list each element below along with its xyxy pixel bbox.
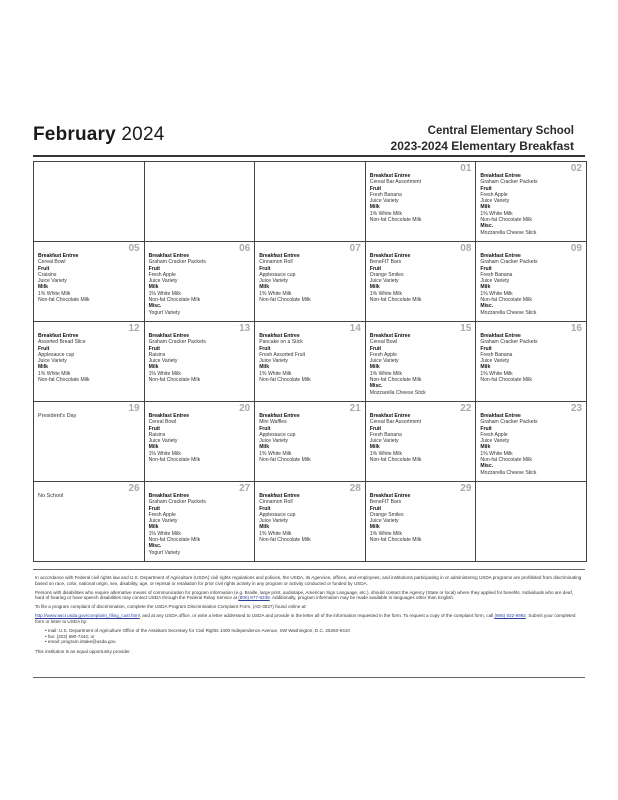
month-name: February (33, 124, 116, 145)
menu-category: Milk (480, 284, 491, 291)
complaint-paragraph: To file a program complaint of discrimination, complete the USDA Program Discrimination Complaint Form, (AD-3027) found online at: (35, 604, 307, 610)
menu-item: 1% White Milk (259, 370, 292, 377)
day-number: 15 (460, 323, 472, 334)
menu-item: Cereal Bowl (148, 419, 177, 426)
day-number: 16 (570, 323, 582, 334)
day-menu (370, 253, 473, 303)
menu-category: Breakfast Entree (369, 253, 411, 259)
menu-item: Non-fat Chocolate Milk (259, 537, 311, 544)
menu-item: Non-fat Chocolate Milk (148, 297, 201, 304)
menu-item: Juice Variety (259, 358, 288, 365)
menu-item: Non-fat Chocolate Milk (148, 457, 201, 464)
menu-item: BeneFIT Bars (369, 259, 402, 266)
complaint-url-link[interactable]: http://www.ascr.usda.gov/complaint_filing_cust.html (35, 613, 140, 619)
menu-category: Fruit (259, 505, 271, 512)
menu-category: Fruit (259, 345, 271, 352)
menu-item: Assorted Bread Slice (38, 339, 86, 346)
day-menu (259, 333, 362, 383)
menu-item: 1% White Milk (369, 370, 403, 377)
calendar-day-cell (476, 162, 587, 242)
menu-category: Breakfast Entree (38, 253, 79, 259)
day-menu (370, 333, 473, 396)
calendar-day-cell (145, 242, 256, 322)
calendar-day-cell (255, 162, 366, 242)
calendar-day-cell (366, 242, 477, 322)
menu-category: Breakfast Entree (480, 173, 521, 179)
day-number: 07 (349, 243, 361, 254)
menu-item: 1% White Milk (480, 290, 513, 297)
day-number: 26 (128, 483, 140, 494)
menu-item: Applesauce cup (259, 271, 296, 278)
menu-category: Fruit (259, 265, 271, 272)
menu-category: Fruit (148, 345, 160, 352)
menu-item: Non-fat Chocolate Milk (148, 537, 201, 544)
menu-item: 1% White Milk (38, 370, 71, 377)
calendar-grid (33, 161, 587, 562)
calendar-day-cell (366, 482, 477, 562)
menu-item: Mozzarella Cheese Stick (480, 469, 537, 476)
day-menu (370, 413, 473, 463)
day-menu (259, 493, 362, 543)
menu-item: Mozzarella Cheese Stick (369, 389, 426, 396)
menu-category: Breakfast Entree (369, 413, 411, 419)
menu-category: Milk (38, 284, 48, 291)
menu-item: Juice Variety (369, 278, 399, 285)
menu-item: Fresh Apple (148, 271, 176, 278)
menu-category: Milk (480, 204, 491, 211)
day-number: 21 (349, 403, 361, 414)
day-menu (370, 173, 473, 223)
menu-item: Juice Variety (369, 518, 399, 525)
menu-category: Milk (148, 524, 159, 531)
calendar-day-cell (145, 482, 256, 562)
menu-item: Fresh Banana (480, 351, 513, 358)
day-number: 05 (128, 243, 140, 254)
menu-item: Non-fat Chocolate Milk (480, 297, 532, 304)
menu-item: Fresh Apple (148, 511, 176, 518)
calendar-day-cell (34, 402, 145, 482)
menu-item: Juice Variety (369, 438, 399, 445)
menu-item: Juice Variety (148, 278, 178, 285)
menu-category: Breakfast Entree (369, 493, 411, 499)
menu-category: Breakfast Entree (259, 253, 300, 259)
footer-divider-bottom (33, 677, 585, 678)
calendar-day-cell (34, 162, 145, 242)
day-number: 23 (570, 403, 582, 414)
day-number: 22 (460, 403, 472, 414)
calendar-day-cell (476, 322, 587, 402)
menu-category: Breakfast Entree (369, 333, 411, 339)
menu-category: Breakfast Entree (148, 333, 190, 339)
menu-category: Milk (259, 524, 270, 531)
menu-category: Fruit (259, 425, 271, 432)
day-menu (480, 413, 583, 476)
day-menu (480, 253, 583, 316)
day-menu (149, 253, 252, 316)
menu-item: Fresh Apple (480, 191, 508, 198)
menu-category: Fruit (369, 345, 382, 352)
calendar-day-cell (255, 242, 366, 322)
calendar-day-cell (476, 482, 587, 562)
footer-divider-top (33, 569, 585, 570)
menu-item: Fresh Banana (369, 431, 402, 438)
calendar-day-cell (366, 322, 477, 402)
menu-item: Non-fat Chocolate Milk (480, 217, 532, 224)
menu-category: Breakfast Entree (259, 413, 300, 419)
menu-item: BeneFIT Bars (369, 499, 402, 506)
menu-item: 1% White Milk (480, 370, 513, 377)
menu-item: Cinnamon Roll (259, 499, 293, 506)
menu-item: 1% White Milk (148, 450, 181, 457)
menu-item: Yogurt Variety (148, 309, 181, 316)
menu-item: Mozzarella Cheese Stick (480, 229, 537, 236)
day-menu (370, 493, 473, 543)
menu-item: Pancake on a Stick (259, 339, 303, 346)
menu-item: 1% White Milk (369, 530, 403, 537)
menu-item: Mozzarella Cheese Stick (480, 309, 537, 316)
menu-item: Orange Smiles (369, 511, 404, 518)
calendar-day-cell (255, 482, 366, 562)
month-title (33, 124, 164, 146)
menu-category: Breakfast Entree (480, 253, 521, 259)
menu-item: Fresh Banana (369, 191, 402, 198)
menu-item: Fresh Apple (369, 351, 397, 358)
menu-item: Juice Variety (480, 278, 510, 285)
menu-category: Fruit (480, 185, 492, 192)
calendar-day-cell (366, 402, 477, 482)
menu-item: Applesauce cup (259, 431, 296, 438)
menu-category: Breakfast Entree (148, 413, 190, 419)
menu-item: Non-fat Chocolate Milk (369, 457, 422, 464)
day-menu (149, 493, 252, 556)
day-number: 09 (570, 243, 582, 254)
menu-category: Misc. (480, 463, 494, 470)
menu-item: 1% White Milk (259, 530, 292, 537)
menu-item: 1% White Milk (369, 450, 403, 457)
menu-item: Fresh Banana (480, 271, 513, 278)
header-divider (33, 155, 585, 157)
menu-category: Breakfast Entree (480, 413, 521, 419)
menu-category: Breakfast Entree (148, 253, 190, 259)
day-number: 08 (460, 243, 472, 254)
day-menu (259, 253, 362, 303)
menu-item: Cinnamon Roll (259, 259, 293, 266)
menu-category: Misc. (148, 543, 162, 550)
menu-category: Misc. (369, 383, 383, 390)
day-menu (38, 253, 141, 303)
menu-item: Non-fat Chocolate Milk (369, 297, 422, 304)
menu-category: Milk (148, 284, 159, 291)
complaint-phone-link[interactable]: (866) 632-9992 (494, 613, 526, 619)
menu-item: Non-fat Chocolate Milk (259, 377, 311, 384)
menu-category: Milk (148, 444, 159, 451)
menu-category: Fruit (369, 185, 382, 192)
menu-category: Fruit (38, 345, 50, 352)
menu-item: Non-fat Chocolate Milk (38, 297, 90, 304)
menu-item: Non-fat Chocolate Milk (38, 377, 90, 384)
day-number: 19 (128, 403, 140, 414)
menu-category: Breakfast Entree (480, 333, 521, 339)
nondiscrimination-paragraph: In accordance with Federal civil rights law and U.S. Department of Agriculture (USDA) civil rights regulations and policies, the USDA, its Agencies, offices, and employees, and institutions participating in or administering USDA programs are prohibited from discriminating based on race, color, national origin, sex, disability, age, or reprisal or retaliation for prior civil rights activity in any program or activity conducted or funded by USDA. (35, 575, 582, 586)
menu-item: Cereal Bar Assortment (369, 179, 422, 186)
menu-item: Juice Variety (259, 518, 288, 525)
menu-item: Juice Variety (480, 358, 510, 365)
usda-statement (35, 575, 583, 658)
day-number: 27 (239, 483, 251, 494)
menu-item: Graham Cracker Packets (480, 179, 538, 186)
menu-category: Fruit (480, 265, 492, 272)
menu-category: Breakfast Entree (369, 173, 411, 179)
equal-opportunity-statement: This institution is an equal opportunity provider. (35, 648, 131, 654)
calendar-day-cell (476, 402, 587, 482)
school-name: Central Elementary School (427, 125, 574, 137)
menu-category: Misc. (480, 303, 494, 310)
menu-category: Milk (369, 444, 380, 451)
menu-item: Juice Variety (38, 278, 67, 285)
day-number: 14 (349, 323, 361, 334)
menu-item: Juice Variety (38, 358, 67, 365)
menu-item: Applesauce cup (259, 511, 296, 518)
menu-category: Misc. (148, 303, 162, 310)
menu-item: Cereal Bowl (369, 339, 398, 346)
calendar-day-cell (145, 162, 256, 242)
calendar-day-cell (145, 322, 256, 402)
menu-item: Non-fat Chocolate Milk (148, 377, 201, 384)
calendar-day-cell (255, 402, 366, 482)
menu-category: Fruit (369, 425, 382, 432)
menu-item: Juice Variety (259, 438, 288, 445)
menu-item: Yogurt Variety (148, 549, 181, 556)
menu-category: Breakfast Entree (259, 493, 300, 499)
menu-item: Juice Variety (480, 438, 510, 445)
menu-item: Raisins (148, 351, 166, 358)
submission-list (45, 628, 583, 645)
menu-category: Milk (369, 364, 380, 371)
menu-item: Juice Variety (148, 518, 178, 525)
day-menu (38, 493, 141, 500)
day-menu (38, 333, 141, 383)
day-menu (149, 413, 252, 463)
complaint-link-paragraph: http://www.ascr.usda.gov/complaint_filing_cust.html, and at any USDA office, or write a letter addressed to USDA and provide in the letter all of the information requested in the form. To request a copy of the complaint form, call (866) 632-9992. Submit your completed form or letter to USDA by: (35, 613, 576, 625)
menu-item: Applesauce cup (38, 351, 75, 358)
menu-category: Breakfast Entree (259, 333, 300, 339)
menu-item: 1% White Milk (369, 210, 403, 217)
menu-item: Juice Variety (148, 358, 178, 365)
day-number: 01 (460, 163, 472, 174)
menu-item: Graham Cracker Packets (148, 259, 206, 266)
menu-item: Cereal Bar Assortment (369, 419, 422, 426)
menu-item: 1% White Milk (148, 530, 181, 537)
menu-item: 1% White Milk (480, 450, 513, 457)
menu-item: Raisins (148, 431, 166, 438)
calendar-day-cell (34, 482, 145, 562)
menu-category: Fruit (148, 265, 160, 272)
menu-category: Fruit (38, 265, 50, 272)
menu-category: Milk (480, 364, 491, 371)
menu-item: Non-fat Chocolate Milk (480, 457, 532, 464)
menu-item: Graham Cracker Packets (480, 419, 538, 426)
day-number: 13 (239, 323, 251, 334)
menu-category: Milk (259, 284, 270, 291)
menu-item: Graham Cracker Packets (480, 339, 538, 346)
menu-category: Fruit (148, 505, 160, 512)
menu-item: Craisins (38, 271, 57, 278)
menu-category: Milk (369, 524, 380, 531)
menu-category: Fruit (480, 345, 492, 352)
calendar-day-cell (145, 402, 256, 482)
calendar-day-cell (34, 242, 145, 322)
menu-item: Graham Cracker Packets (148, 339, 206, 346)
day-menu (38, 413, 141, 420)
day-note: President's Day (38, 413, 77, 419)
day-number: 28 (349, 483, 361, 494)
calendar-day-cell (34, 322, 145, 402)
day-menu (259, 413, 362, 463)
day-number: 20 (239, 403, 251, 414)
calendar-day-cell (476, 242, 587, 322)
menu-item: Orange Smiles (369, 271, 404, 278)
menu-item: 1% White Milk (148, 290, 181, 297)
menu-category: Fruit (369, 505, 382, 512)
day-menu (480, 173, 583, 236)
menu-item: Juice Variety (259, 278, 288, 285)
menu-item: 1% White Milk (480, 210, 513, 217)
menu-item: Fresh Assorted Fruit (259, 351, 306, 358)
menu-category: Fruit (369, 265, 382, 272)
day-number: 12 (128, 323, 140, 334)
day-number: 29 (460, 483, 472, 494)
menu-item: Non-fat Chocolate Milk (369, 377, 422, 384)
menu-item: Graham Cracker Packets (148, 499, 206, 506)
accessibility-paragraph: Persons with disabilities who require alternative means of communication for program information (e.g. Braille, large print, audiotape, American Sign Language, etc.), should contact the Agency (State or local) where they applied for benefits. Individuals who are deaf, hard of hearing or have speech disabilities may contact USDA through the Federal Relay Service at (800) 877-8339. Additionally, program information may be made available in languages other than English. (35, 589, 574, 601)
menu-item: Juice Variety (369, 198, 399, 205)
menu-category: Breakfast Entree (38, 333, 79, 339)
menu-item: 1% White Milk (259, 290, 292, 297)
menu-item: Cereal Bowl (38, 259, 66, 266)
menu-category: Milk (148, 364, 159, 371)
menu-item: Juice Variety (148, 438, 178, 445)
month-year: 2024 (121, 124, 165, 145)
menu-item: Non-fat Chocolate Milk (369, 537, 422, 544)
school-header (391, 124, 574, 154)
menu-item: Non-fat Chocolate Milk (369, 217, 422, 224)
menu-category: Milk (369, 284, 380, 291)
menu-item: 1% White Milk (259, 450, 292, 457)
day-note: No School (38, 493, 64, 499)
menu-item: Juice Variety (480, 198, 510, 205)
menu-item: 1% White Milk (369, 290, 403, 297)
menu-category: Fruit (480, 425, 492, 432)
calendar-day-cell (366, 162, 477, 242)
menu-item: Fresh Apple (480, 431, 508, 438)
menu-category: Milk (259, 364, 270, 371)
menu-item: Mini Waffles (259, 419, 287, 426)
calendar-day-cell (255, 322, 366, 402)
menu-category: Milk (38, 364, 48, 371)
menu-category: Breakfast Entree (148, 493, 190, 499)
menu-item: Juice Variety (369, 358, 399, 365)
submission-email: • email: program.intake@usda.gov. (45, 639, 583, 645)
menu-item: Non-fat Chocolate Milk (259, 457, 311, 464)
menu-item: Non-fat Chocolate Milk (259, 297, 311, 304)
menu-category: Milk (480, 444, 491, 451)
menu-category: Milk (369, 204, 380, 211)
day-menu (149, 333, 252, 383)
menu-category: Fruit (148, 425, 160, 432)
menu-category: Misc. (480, 223, 494, 230)
submission-fax: • fax: (202) 690-7442; or (45, 634, 583, 640)
day-number: 02 (570, 163, 582, 174)
day-number: 06 (239, 243, 251, 254)
submission-mail: • mail: U.S. Department of Agriculture Office of the Assistant Secretary for Civil Rights 1400 Independence Avenue, SW Washington, D.C. 20250-9410 (45, 628, 583, 634)
day-menu (480, 333, 583, 383)
menu-category: Milk (259, 444, 270, 451)
menu-item: Non-fat Chocolate Milk (480, 377, 532, 384)
relay-phone-link[interactable]: (800) 877-8339 (238, 595, 270, 601)
menu-subtitle: 2023-2024 Elementary Breakfast (390, 139, 574, 153)
menu-item: Graham Cracker Packets (480, 259, 538, 266)
menu-item: 1% White Milk (38, 290, 71, 297)
menu-item: 1% White Milk (148, 370, 181, 377)
